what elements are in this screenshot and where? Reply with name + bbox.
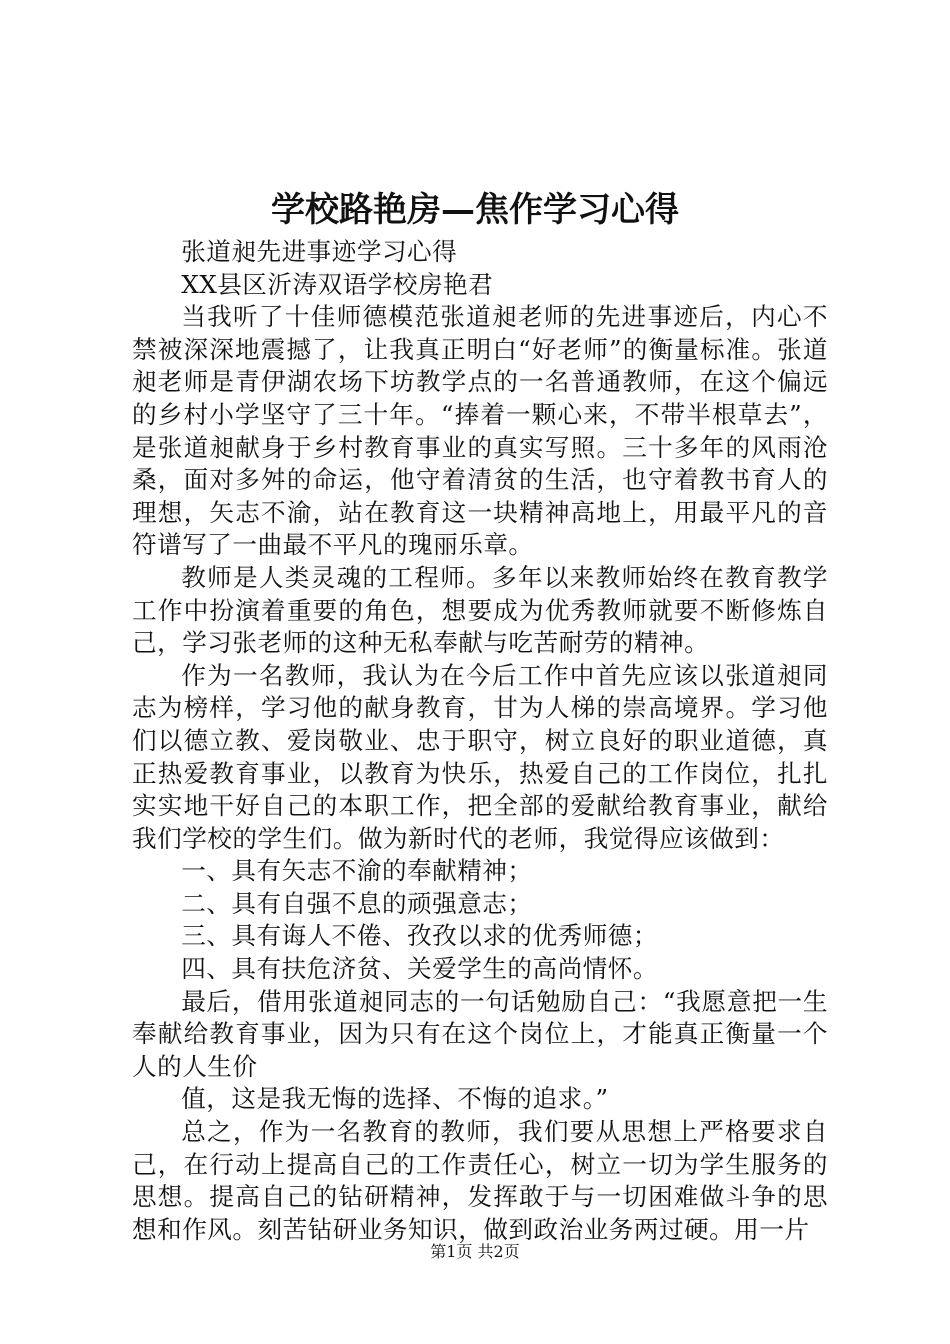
body-paragraph: 教师是人类灵魂的工程师。多年以来教师始终在教育教学工作中扮演着重要的角色，想要成为优秀教师就要不断修炼自己，学习张老师的这种无私奉献与吃苦耐劳的精神。	[132, 562, 828, 658]
page-number-footer: 第1页 共2页	[430, 1242, 520, 1261]
document-body	[132, 236, 828, 1246]
body-paragraph: 作为一名教师，我认为在今后工作中首先应该以张道昶同志为榜样，学习他的献身教育，甘为人梯的崇高境界。学习他们以德立教、爱岗敬业、忠于职守，树立良好的职业道德，真正热爱教育事业，以教育为快乐，热爱自己的工作岗位，扎扎实实地干好自己的本职工作，把全部的爱献给教育事业，献给我们学校的学生们。做为新时代的老师，我觉得应该做到：	[132, 660, 828, 853]
body-paragraph: 总之，作为一名教育的教师，我们要从思想上严格要求自己，在行动上提高自己的工作责任心，树立一切为学生服务的思想。提高自己的钻研精神，发挥敢于与一切困难做斗争的思想和作风。刻苦钻研业务知识，做到政治业务两过硬。用一片	[132, 1117, 828, 1244]
body-paragraph: 最后，借用张道昶同志的一句话勉励自己：“我愿意把一生奉献给教育事业，因为只有在这个岗位上，才能真正衡量一个人的人生价	[132, 986, 828, 1081]
list-item-paragraph: 二、具有自强不息的顽强意志；	[181, 888, 533, 918]
body-paragraph: 值，这是我无悔的选择、不悔的追求。”	[181, 1084, 609, 1114]
list-item-paragraph: 一、具有矢志不渝的奉献精神；	[181, 856, 533, 886]
subtitle-paragraph: 张道昶先进事迹学习心得	[181, 237, 458, 266]
author-paragraph: XX县区沂涛双语学校房艳君	[181, 269, 494, 299]
list-item-paragraph: 四、具有扶危济贫、关爱学生的高尚情怀。	[181, 954, 658, 984]
document-title: 学校路艳房—焦作学习心得	[271, 190, 679, 230]
body-paragraph: 当我听了十佳师德模范张道昶老师的先进事迹后，内心不禁被深深地震撼了，让我真正明白“好老师”的衡量标准。张道昶老师是青伊湖农场下坊教学点的一名普通教师，在这个偏远的乡村小学坚守了三十年。“捧着一颗心来，不带半根草去”，是张道昶献身于乡村教育事业的真实写照。三十多年的风雨沧桑，面对多舛的命运，他守着清贫的生活，也守着教书育人的理想，矢志不渝，站在教育这一块精神高地上，用最平凡的音符谱写了一曲最不平凡的瑰丽乐章。	[132, 302, 828, 560]
list-item-paragraph: 三、具有诲人不倦、孜孜以求的优秀师德；	[181, 921, 658, 951]
